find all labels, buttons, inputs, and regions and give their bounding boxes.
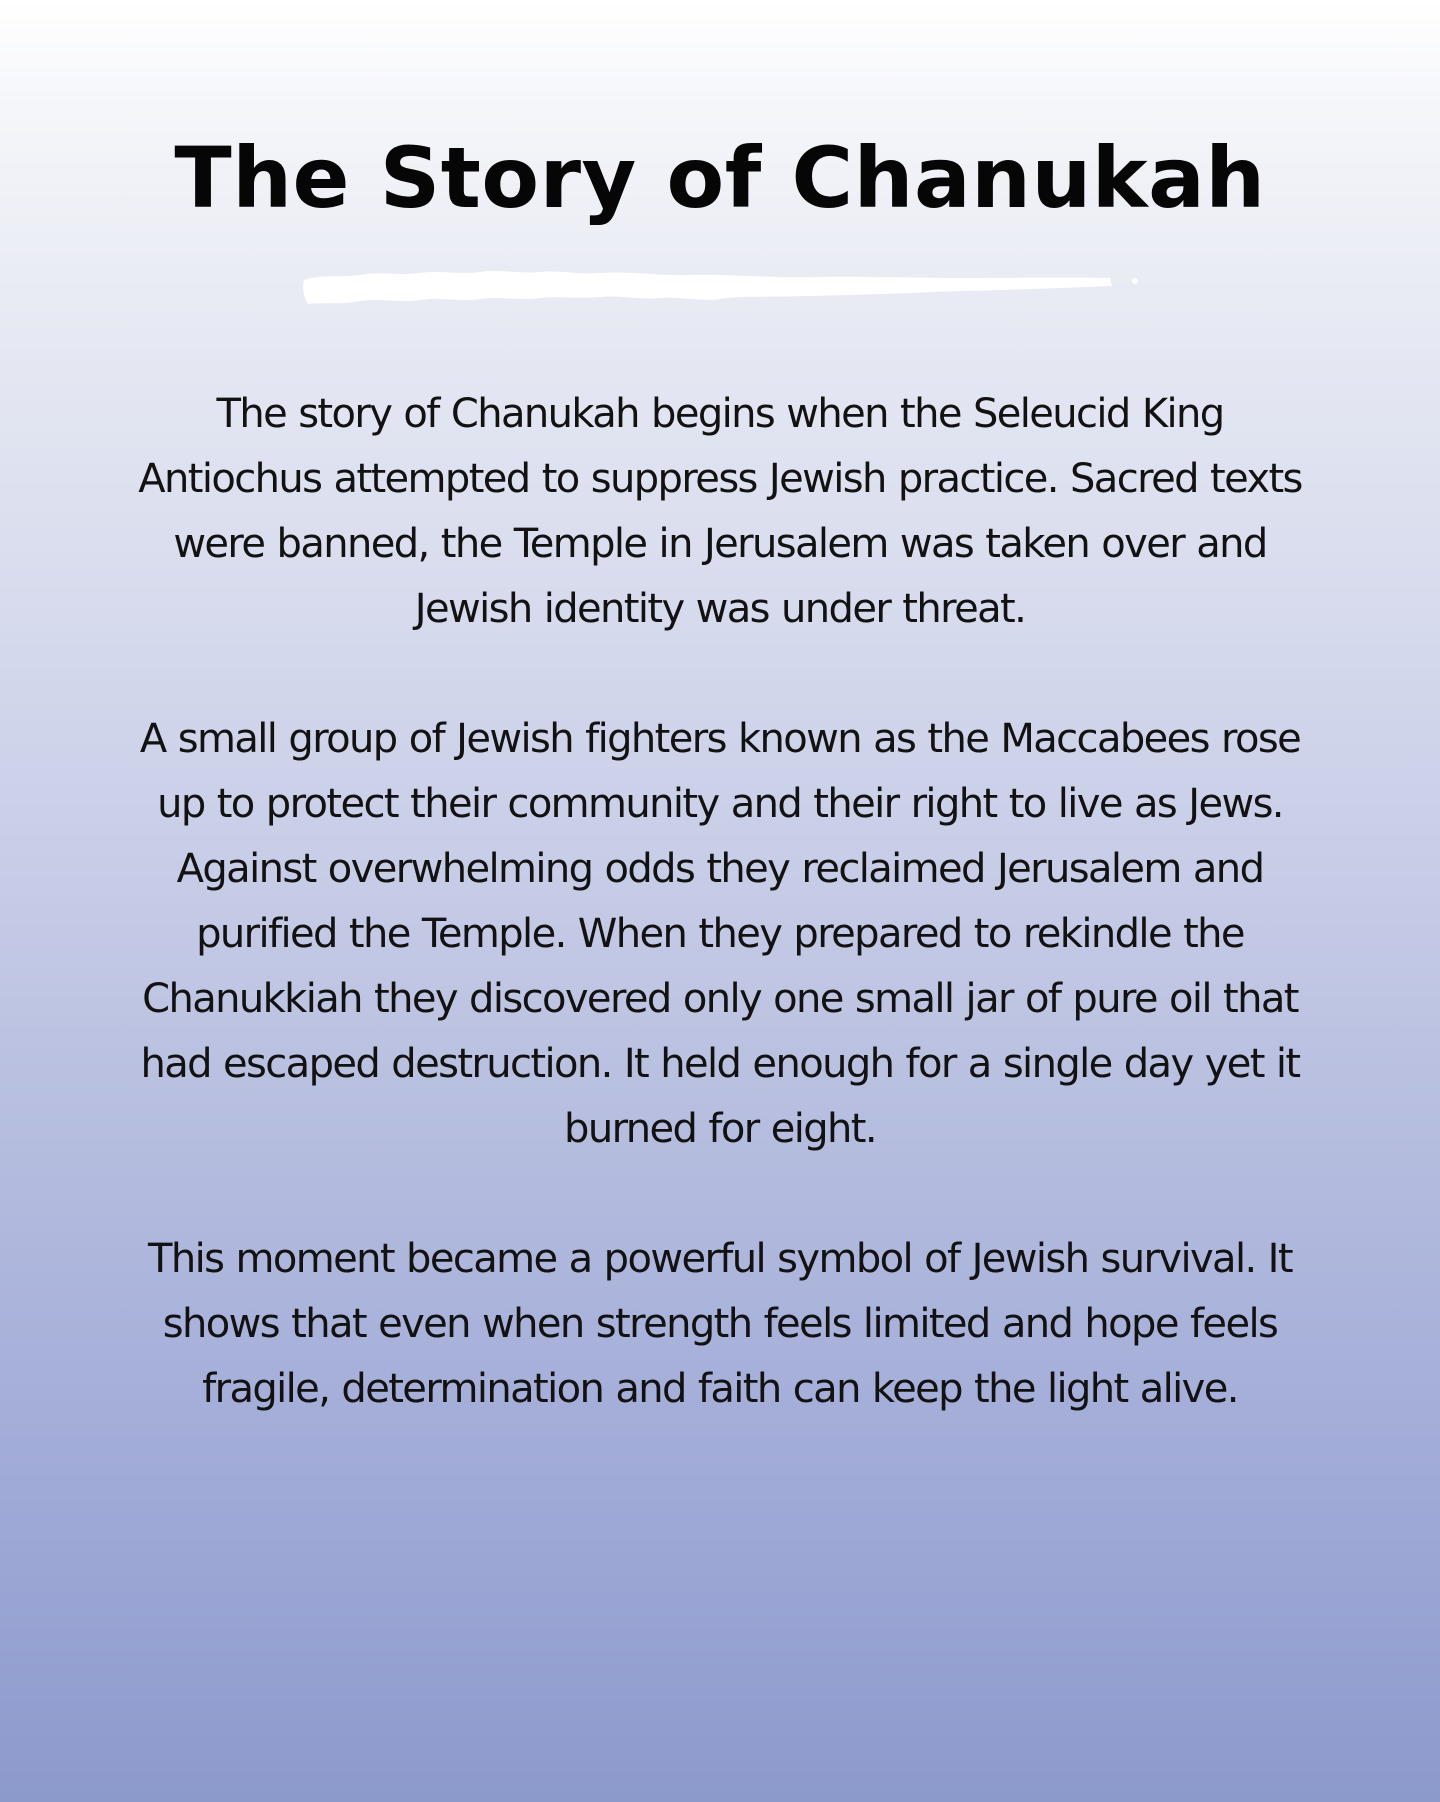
text-line: Chanukkiah they discovered only one small jar of pure oil that — [142, 976, 1298, 1022]
text-line: Antiochus attempted to suppress Jewish practice. Sacred texts — [138, 456, 1302, 502]
text-line: The story of Chanukah begins when the Seleucid King — [216, 391, 1224, 437]
paragraph-symbol — [80, 1227, 1360, 1422]
paragraph-persecution — [80, 382, 1360, 642]
text-line: shows that even when strength feels limited and hope feels — [162, 1301, 1278, 1347]
text-line: were banned, the Temple in Jerusalem was taken over and — [173, 521, 1267, 567]
text-line: burned for eight. — [564, 1106, 876, 1152]
text-line: purified the Temple. When they prepared to rekindle the — [196, 911, 1244, 957]
page-title: The Story of Chanukah — [174, 129, 1266, 227]
text-line: Jewish identity was under threat. — [414, 586, 1026, 632]
story-body — [80, 382, 1360, 1487]
text-line: had escaped destruction. It held enough for a single day yet it — [140, 1041, 1300, 1087]
paragraph-maccabees — [80, 707, 1360, 1162]
text-line: fragile, determination and faith can keep the light alive. — [202, 1366, 1238, 1412]
brush-stroke-underline-icon — [300, 266, 1150, 312]
text-line: up to protect their community and their right to live as Jews. — [157, 781, 1283, 827]
text-line: This moment became a powerful symbol of Jewish survival. It — [148, 1236, 1292, 1282]
text-line: Against overwhelming odds they reclaimed Jerusalem and — [176, 846, 1264, 892]
text-line: A small group of Jewish fighters known as the Maccabees rose — [139, 716, 1301, 762]
